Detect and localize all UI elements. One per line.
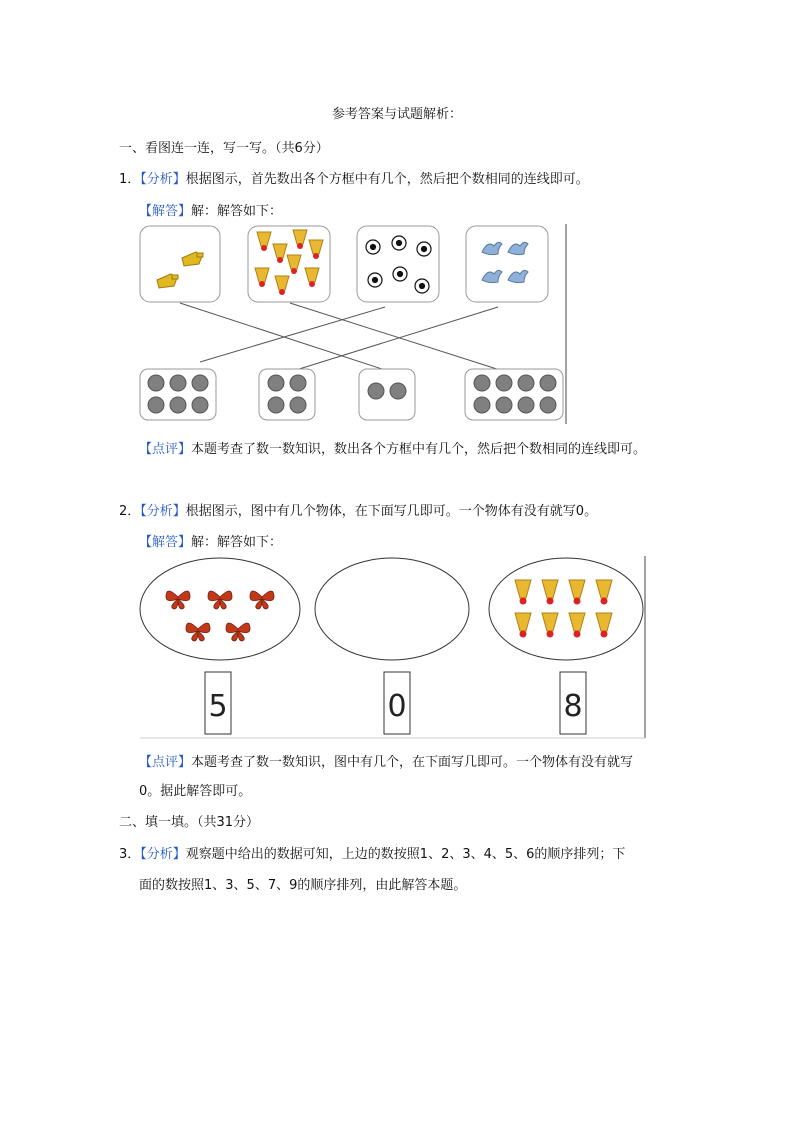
q3-number: 3． [119, 847, 141, 862]
group-shuttlecocks [489, 558, 643, 660]
q3-analysis-line1 [119, 843, 625, 862]
q2-comment-line1 [139, 751, 633, 770]
q3-analysis-text-1: 观察题中给出的数据可知，上边的数按照1、2、3、4、5、6的顺序排列；下 [185, 847, 626, 862]
q2-number: 2． [119, 504, 141, 519]
q2-comment-tag: 【点评】 [139, 755, 192, 770]
q1-answer-text: 解：解答如下： [191, 204, 283, 219]
q2-comment-line2: 0。据此解答即可。 [139, 784, 252, 799]
answer-digit-3: 8 [563, 689, 583, 724]
q2-analysis-text: 根据图示，图中有几个物体，在下面写几即可。一个物体有没有就写0。 [185, 504, 598, 519]
answer-digit-2: 0 [387, 689, 407, 724]
q3-analysis-tag: 【分析】 [140, 847, 186, 862]
group-empty [315, 558, 469, 660]
page-title: 参考答案与试题解析： [331, 107, 462, 122]
q3-analysis-line2: 面的数按照1、3、5、7、9的顺序排列，由此解答本题。 [139, 878, 467, 893]
q1-analysis-text: 根据图示，首先数出各个方框中有几个，然后把个数相同的连线即可。 [185, 172, 589, 187]
section2-heading: 二、填一填。（共31分） [119, 815, 260, 830]
answer-digit-1: 5 [208, 689, 228, 724]
q2-answer-tag: 【解答】 [139, 535, 192, 550]
group-butterflies [140, 558, 300, 660]
answer-box-2 [384, 672, 410, 734]
q1-number: 1． [119, 172, 141, 187]
answer-box-1 [205, 672, 231, 734]
q1-analysis-tag: 【分析】 [140, 172, 186, 187]
q2-analysis-tag: 【分析】 [140, 504, 186, 519]
q1-comment-text: 本题考查了数一数知识，数出各个方框中有几个，然后把个数相同的连线即可。 [191, 442, 647, 457]
q2-comment-text-1: 本题考查了数一数知识，图中有几个，在下面写几即可。一个物体有没有就写 [191, 755, 634, 770]
q1-answer-tag: 【解答】 [139, 204, 192, 219]
q2-answer-text: 解：解答如下： [191, 535, 283, 550]
section1-heading: 一、看图连一连，写一写。（共6分） [119, 141, 329, 156]
answer-box-3 [560, 672, 586, 734]
q1-comment-tag: 【点评】 [139, 442, 192, 457]
